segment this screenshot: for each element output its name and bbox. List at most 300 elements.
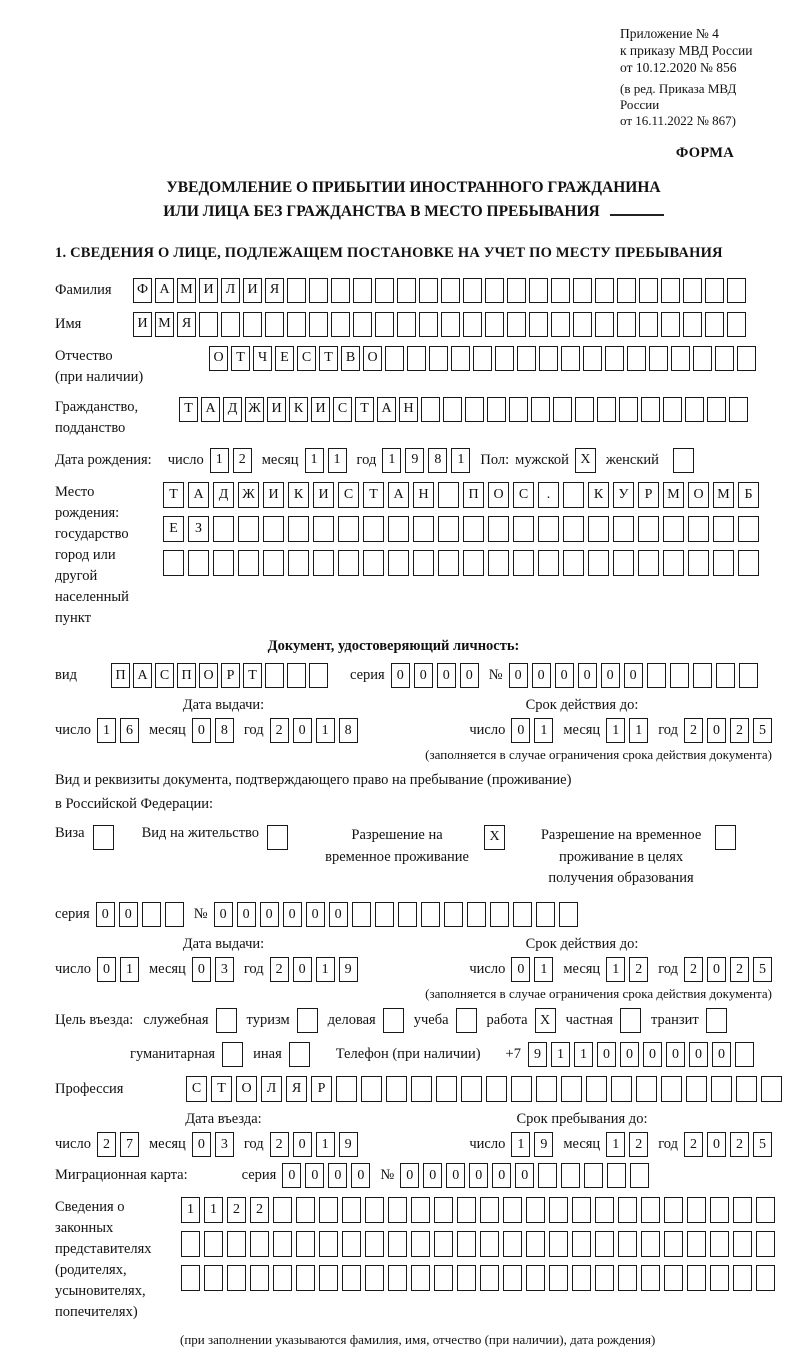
- char-cell[interactable]: [443, 397, 462, 422]
- char-cell[interactable]: [639, 278, 658, 303]
- char-cell[interactable]: [597, 397, 616, 422]
- char-cell[interactable]: 3: [215, 1132, 234, 1157]
- char-cell[interactable]: [661, 1076, 682, 1102]
- char-cell[interactable]: [507, 278, 526, 303]
- char-cell[interactable]: [463, 550, 484, 576]
- char-cell[interactable]: [438, 550, 459, 576]
- char-cell[interactable]: [485, 312, 504, 337]
- char-cell[interactable]: 8: [428, 448, 447, 473]
- char-cell[interactable]: 1: [305, 448, 324, 473]
- char-cell[interactable]: [727, 278, 746, 303]
- char-cell[interactable]: Ж: [238, 482, 259, 508]
- char-cell[interactable]: [710, 1265, 729, 1291]
- char-cell[interactable]: [549, 1265, 568, 1291]
- char-cell[interactable]: И: [133, 312, 152, 337]
- char-cell[interactable]: [618, 1197, 637, 1223]
- char-cell[interactable]: Е: [163, 516, 184, 542]
- char-cell[interactable]: 1: [204, 1197, 223, 1223]
- char-cell[interactable]: 0: [437, 663, 456, 688]
- char-cell[interactable]: [664, 1231, 683, 1257]
- char-cell[interactable]: [573, 312, 592, 337]
- char-cell[interactable]: К: [289, 397, 308, 422]
- char-cell[interactable]: 0: [515, 1163, 534, 1188]
- char-cell[interactable]: [507, 312, 526, 337]
- char-cell[interactable]: [463, 312, 482, 337]
- char-cell[interactable]: Р: [638, 482, 659, 508]
- char-cell[interactable]: [553, 397, 572, 422]
- char-cell[interactable]: 2: [629, 1132, 648, 1157]
- char-cell[interactable]: 1: [534, 718, 553, 743]
- char-cell[interactable]: [513, 516, 534, 542]
- char-cell[interactable]: И: [243, 278, 262, 303]
- char-cell[interactable]: М: [663, 482, 684, 508]
- char-cell[interactable]: [388, 1231, 407, 1257]
- char-cell[interactable]: А: [388, 482, 409, 508]
- char-cell[interactable]: 0: [214, 902, 233, 927]
- char-cell[interactable]: [490, 902, 509, 927]
- char-cell[interactable]: [641, 1231, 660, 1257]
- char-cell[interactable]: [733, 1197, 752, 1223]
- char-cell[interactable]: [467, 902, 486, 927]
- char-cell[interactable]: [488, 550, 509, 576]
- char-cell[interactable]: [563, 516, 584, 542]
- char-cell[interactable]: 9: [339, 1132, 358, 1157]
- char-cell[interactable]: [649, 346, 668, 371]
- char-cell[interactable]: А: [133, 663, 152, 688]
- char-cell[interactable]: [688, 550, 709, 576]
- char-cell[interactable]: 0: [492, 1163, 511, 1188]
- char-cell[interactable]: [227, 1265, 246, 1291]
- char-cell[interactable]: [583, 346, 602, 371]
- char-cell[interactable]: 9: [528, 1042, 547, 1067]
- char-cell[interactable]: [715, 346, 734, 371]
- char-cell[interactable]: [319, 1265, 338, 1291]
- char-cell[interactable]: [273, 1231, 292, 1257]
- char-cell[interactable]: [735, 1042, 754, 1067]
- char-cell[interactable]: Я: [265, 278, 284, 303]
- char-cell[interactable]: Я: [286, 1076, 307, 1102]
- char-cell[interactable]: 2: [684, 957, 703, 982]
- char-cell[interactable]: [487, 397, 506, 422]
- char-cell[interactable]: 2: [730, 957, 749, 982]
- char-cell[interactable]: [480, 1197, 499, 1223]
- char-cell[interactable]: 1: [451, 448, 470, 473]
- char-cell[interactable]: [588, 550, 609, 576]
- char-cell[interactable]: 0: [624, 663, 643, 688]
- char-cell[interactable]: [288, 550, 309, 576]
- char-cell[interactable]: [686, 1076, 707, 1102]
- char-cell[interactable]: А: [155, 278, 174, 303]
- char-cell[interactable]: С: [513, 482, 534, 508]
- char-cell[interactable]: [756, 1265, 775, 1291]
- char-cell[interactable]: А: [201, 397, 220, 422]
- char-cell[interactable]: [365, 1265, 384, 1291]
- residence-permit-checkbox[interactable]: [267, 825, 288, 850]
- char-cell[interactable]: 0: [643, 1042, 662, 1067]
- char-cell[interactable]: [561, 346, 580, 371]
- char-cell[interactable]: [375, 902, 394, 927]
- char-cell[interactable]: [647, 663, 666, 688]
- char-cell[interactable]: [663, 516, 684, 542]
- char-cell[interactable]: Т: [355, 397, 374, 422]
- char-cell[interactable]: [670, 663, 689, 688]
- char-cell[interactable]: [664, 1265, 683, 1291]
- char-cell[interactable]: Т: [163, 482, 184, 508]
- char-cell[interactable]: [451, 346, 470, 371]
- char-cell[interactable]: [438, 482, 459, 508]
- char-cell[interactable]: [263, 550, 284, 576]
- char-cell[interactable]: 0: [597, 1042, 616, 1067]
- temp-residence-edu-checkbox[interactable]: [715, 825, 736, 850]
- purpose-transit-checkbox[interactable]: [706, 1008, 727, 1033]
- char-cell[interactable]: 1: [534, 957, 553, 982]
- char-cell[interactable]: [627, 346, 646, 371]
- char-cell[interactable]: 1: [210, 448, 229, 473]
- char-cell[interactable]: 0: [96, 902, 115, 927]
- char-cell[interactable]: [309, 663, 328, 688]
- char-cell[interactable]: [411, 1265, 430, 1291]
- char-cell[interactable]: [309, 278, 328, 303]
- char-cell[interactable]: М: [177, 278, 196, 303]
- char-cell[interactable]: [529, 278, 548, 303]
- char-cell[interactable]: С: [333, 397, 352, 422]
- char-cell[interactable]: [641, 397, 660, 422]
- char-cell[interactable]: 0: [119, 902, 138, 927]
- char-cell[interactable]: Д: [223, 397, 242, 422]
- char-cell[interactable]: [733, 1265, 752, 1291]
- char-cell[interactable]: 1: [97, 718, 116, 743]
- char-cell[interactable]: [687, 1231, 706, 1257]
- char-cell[interactable]: [529, 312, 548, 337]
- char-cell[interactable]: [607, 1163, 626, 1188]
- char-cell[interactable]: Р: [311, 1076, 332, 1102]
- char-cell[interactable]: [727, 312, 746, 337]
- char-cell[interactable]: [636, 1076, 657, 1102]
- char-cell[interactable]: О: [488, 482, 509, 508]
- char-cell[interactable]: [480, 1231, 499, 1257]
- char-cell[interactable]: 9: [405, 448, 424, 473]
- char-cell[interactable]: 0: [460, 663, 479, 688]
- char-cell[interactable]: [434, 1197, 453, 1223]
- char-cell[interactable]: [511, 1076, 532, 1102]
- char-cell[interactable]: [342, 1231, 361, 1257]
- char-cell[interactable]: Р: [221, 663, 240, 688]
- char-cell[interactable]: [213, 516, 234, 542]
- char-cell[interactable]: [388, 550, 409, 576]
- char-cell[interactable]: [309, 312, 328, 337]
- char-cell[interactable]: [213, 550, 234, 576]
- char-cell[interactable]: [619, 397, 638, 422]
- char-cell[interactable]: Н: [399, 397, 418, 422]
- char-cell[interactable]: 5: [753, 718, 772, 743]
- char-cell[interactable]: Т: [211, 1076, 232, 1102]
- char-cell[interactable]: 0: [532, 663, 551, 688]
- temp-residence-checkbox[interactable]: X: [484, 825, 505, 850]
- char-cell[interactable]: З: [188, 516, 209, 542]
- char-cell[interactable]: 0: [329, 902, 348, 927]
- char-cell[interactable]: [713, 516, 734, 542]
- char-cell[interactable]: [421, 397, 440, 422]
- char-cell[interactable]: [584, 1163, 603, 1188]
- char-cell[interactable]: Ф: [133, 278, 152, 303]
- char-cell[interactable]: И: [311, 397, 330, 422]
- purpose-work-checkbox[interactable]: X: [535, 1008, 556, 1033]
- char-cell[interactable]: 0: [400, 1163, 419, 1188]
- char-cell[interactable]: [611, 1076, 632, 1102]
- char-cell[interactable]: [388, 1265, 407, 1291]
- char-cell[interactable]: 0: [97, 957, 116, 982]
- char-cell[interactable]: 2: [270, 957, 289, 982]
- char-cell[interactable]: [319, 1197, 338, 1223]
- char-cell[interactable]: 9: [534, 1132, 553, 1157]
- char-cell[interactable]: [319, 1231, 338, 1257]
- char-cell[interactable]: 0: [712, 1042, 731, 1067]
- char-cell[interactable]: [273, 1265, 292, 1291]
- char-cell[interactable]: 0: [511, 718, 530, 743]
- char-cell[interactable]: [733, 1231, 752, 1257]
- char-cell[interactable]: 0: [423, 1163, 442, 1188]
- char-cell[interactable]: 1: [316, 718, 335, 743]
- char-cell[interactable]: [641, 1265, 660, 1291]
- char-cell[interactable]: [536, 1076, 557, 1102]
- char-cell[interactable]: [434, 1231, 453, 1257]
- purpose-official-checkbox[interactable]: [216, 1008, 237, 1033]
- char-cell[interactable]: [503, 1265, 522, 1291]
- char-cell[interactable]: [729, 397, 748, 422]
- char-cell[interactable]: [338, 516, 359, 542]
- char-cell[interactable]: 0: [414, 663, 433, 688]
- char-cell[interactable]: Д: [213, 482, 234, 508]
- char-cell[interactable]: [756, 1197, 775, 1223]
- female-checkbox[interactable]: [673, 448, 694, 473]
- char-cell[interactable]: [761, 1076, 782, 1102]
- char-cell[interactable]: [181, 1265, 200, 1291]
- char-cell[interactable]: 0: [237, 902, 256, 927]
- char-cell[interactable]: 0: [707, 1132, 726, 1157]
- char-cell[interactable]: 0: [305, 1163, 324, 1188]
- char-cell[interactable]: [488, 516, 509, 542]
- char-cell[interactable]: [495, 346, 514, 371]
- char-cell[interactable]: И: [267, 397, 286, 422]
- char-cell[interactable]: 1: [629, 718, 648, 743]
- char-cell[interactable]: [549, 1197, 568, 1223]
- char-cell[interactable]: [263, 516, 284, 542]
- char-cell[interactable]: [463, 278, 482, 303]
- char-cell[interactable]: 2: [684, 718, 703, 743]
- char-cell[interactable]: [531, 397, 550, 422]
- char-cell[interactable]: [457, 1231, 476, 1257]
- char-cell[interactable]: С: [297, 346, 316, 371]
- char-cell[interactable]: [265, 312, 284, 337]
- male-checkbox[interactable]: X: [575, 448, 596, 473]
- char-cell[interactable]: 1: [316, 957, 335, 982]
- char-cell[interactable]: [613, 550, 634, 576]
- char-cell[interactable]: [526, 1197, 545, 1223]
- char-cell[interactable]: [738, 516, 759, 542]
- char-cell[interactable]: [457, 1197, 476, 1223]
- char-cell[interactable]: [737, 346, 756, 371]
- char-cell[interactable]: 0: [509, 663, 528, 688]
- char-cell[interactable]: [663, 397, 682, 422]
- char-cell[interactable]: [638, 516, 659, 542]
- char-cell[interactable]: П: [177, 663, 196, 688]
- char-cell[interactable]: [617, 278, 636, 303]
- char-cell[interactable]: 1: [328, 448, 347, 473]
- char-cell[interactable]: [457, 1265, 476, 1291]
- char-cell[interactable]: [441, 278, 460, 303]
- char-cell[interactable]: [365, 1197, 384, 1223]
- char-cell[interactable]: О: [688, 482, 709, 508]
- char-cell[interactable]: И: [199, 278, 218, 303]
- char-cell[interactable]: [165, 902, 184, 927]
- char-cell[interactable]: [287, 312, 306, 337]
- char-cell[interactable]: [204, 1231, 223, 1257]
- char-cell[interactable]: [618, 1265, 637, 1291]
- char-cell[interactable]: 0: [306, 902, 325, 927]
- char-cell[interactable]: 2: [250, 1197, 269, 1223]
- char-cell[interactable]: 0: [293, 1132, 312, 1157]
- char-cell[interactable]: [142, 902, 161, 927]
- char-cell[interactable]: [353, 312, 372, 337]
- char-cell[interactable]: [375, 312, 394, 337]
- char-cell[interactable]: 0: [578, 663, 597, 688]
- char-cell[interactable]: [561, 1076, 582, 1102]
- char-cell[interactable]: [238, 516, 259, 542]
- char-cell[interactable]: [563, 482, 584, 508]
- char-cell[interactable]: [250, 1231, 269, 1257]
- char-cell[interactable]: [486, 1076, 507, 1102]
- char-cell[interactable]: Т: [243, 663, 262, 688]
- char-cell[interactable]: [588, 516, 609, 542]
- char-cell[interactable]: Л: [261, 1076, 282, 1102]
- char-cell[interactable]: Я: [177, 312, 196, 337]
- char-cell[interactable]: 1: [181, 1197, 200, 1223]
- char-cell[interactable]: 0: [283, 902, 302, 927]
- char-cell[interactable]: [419, 312, 438, 337]
- char-cell[interactable]: [693, 346, 712, 371]
- char-cell[interactable]: [342, 1265, 361, 1291]
- char-cell[interactable]: [617, 312, 636, 337]
- char-cell[interactable]: [438, 516, 459, 542]
- char-cell[interactable]: 1: [511, 1132, 530, 1157]
- char-cell[interactable]: [238, 550, 259, 576]
- char-cell[interactable]: [434, 1265, 453, 1291]
- char-cell[interactable]: 0: [192, 718, 211, 743]
- purpose-other-checkbox[interactable]: [289, 1042, 310, 1067]
- char-cell[interactable]: 2: [270, 718, 289, 743]
- char-cell[interactable]: [739, 663, 758, 688]
- char-cell[interactable]: [605, 346, 624, 371]
- char-cell[interactable]: [572, 1231, 591, 1257]
- char-cell[interactable]: [250, 1265, 269, 1291]
- char-cell[interactable]: [705, 278, 724, 303]
- char-cell[interactable]: 5: [753, 957, 772, 982]
- char-cell[interactable]: [661, 312, 680, 337]
- char-cell[interactable]: [413, 516, 434, 542]
- char-cell[interactable]: 0: [555, 663, 574, 688]
- char-cell[interactable]: [683, 312, 702, 337]
- char-cell[interactable]: [707, 397, 726, 422]
- char-cell[interactable]: .: [538, 482, 559, 508]
- char-cell[interactable]: [538, 1163, 557, 1188]
- char-cell[interactable]: 0: [192, 957, 211, 982]
- char-cell[interactable]: 0: [192, 1132, 211, 1157]
- char-cell[interactable]: К: [588, 482, 609, 508]
- char-cell[interactable]: [296, 1265, 315, 1291]
- char-cell[interactable]: М: [155, 312, 174, 337]
- char-cell[interactable]: [639, 312, 658, 337]
- char-cell[interactable]: [313, 516, 334, 542]
- char-cell[interactable]: П: [111, 663, 130, 688]
- char-cell[interactable]: [419, 278, 438, 303]
- char-cell[interactable]: И: [263, 482, 284, 508]
- char-cell[interactable]: [473, 346, 492, 371]
- char-cell[interactable]: [618, 1231, 637, 1257]
- char-cell[interactable]: А: [377, 397, 396, 422]
- char-cell[interactable]: [738, 550, 759, 576]
- char-cell[interactable]: [573, 278, 592, 303]
- char-cell[interactable]: [630, 1163, 649, 1188]
- char-cell[interactable]: [411, 1231, 430, 1257]
- char-cell[interactable]: [513, 550, 534, 576]
- char-cell[interactable]: [352, 902, 371, 927]
- char-cell[interactable]: [188, 550, 209, 576]
- char-cell[interactable]: [342, 1197, 361, 1223]
- char-cell[interactable]: [563, 550, 584, 576]
- char-cell[interactable]: [711, 1076, 732, 1102]
- char-cell[interactable]: 0: [469, 1163, 488, 1188]
- char-cell[interactable]: [503, 1231, 522, 1257]
- char-cell[interactable]: [480, 1265, 499, 1291]
- char-cell[interactable]: [273, 1197, 292, 1223]
- char-cell[interactable]: [436, 1076, 457, 1102]
- char-cell[interactable]: О: [209, 346, 228, 371]
- char-cell[interactable]: К: [288, 482, 309, 508]
- char-cell[interactable]: [663, 550, 684, 576]
- char-cell[interactable]: [485, 278, 504, 303]
- char-cell[interactable]: [288, 516, 309, 542]
- char-cell[interactable]: [638, 550, 659, 576]
- char-cell[interactable]: [661, 278, 680, 303]
- char-cell[interactable]: 0: [511, 957, 530, 982]
- char-cell[interactable]: 0: [391, 663, 410, 688]
- char-cell[interactable]: [710, 1197, 729, 1223]
- char-cell[interactable]: [526, 1265, 545, 1291]
- char-cell[interactable]: [705, 312, 724, 337]
- char-cell[interactable]: 8: [339, 718, 358, 743]
- purpose-business-checkbox[interactable]: [383, 1008, 404, 1033]
- char-cell[interactable]: 0: [707, 957, 726, 982]
- char-cell[interactable]: [287, 278, 306, 303]
- char-cell[interactable]: 7: [120, 1132, 139, 1157]
- char-cell[interactable]: 0: [282, 1163, 301, 1188]
- char-cell[interactable]: 0: [620, 1042, 639, 1067]
- char-cell[interactable]: [595, 278, 614, 303]
- char-cell[interactable]: 0: [293, 718, 312, 743]
- char-cell[interactable]: [572, 1265, 591, 1291]
- char-cell[interactable]: [710, 1231, 729, 1257]
- char-cell[interactable]: [513, 902, 532, 927]
- char-cell[interactable]: [539, 346, 558, 371]
- char-cell[interactable]: 1: [606, 1132, 625, 1157]
- char-cell[interactable]: 2: [629, 957, 648, 982]
- char-cell[interactable]: [407, 346, 426, 371]
- char-cell[interactable]: [365, 1231, 384, 1257]
- char-cell[interactable]: 1: [606, 957, 625, 982]
- char-cell[interactable]: 2: [730, 1132, 749, 1157]
- char-cell[interactable]: В: [341, 346, 360, 371]
- char-cell[interactable]: [693, 663, 712, 688]
